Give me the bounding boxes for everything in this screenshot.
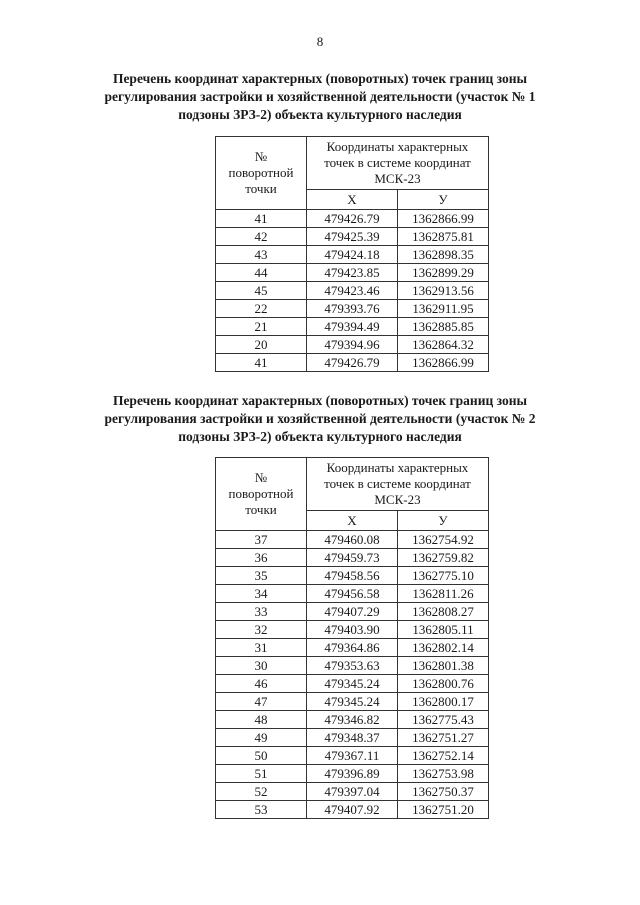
point-number-cell: 53	[216, 801, 307, 819]
header-x: X	[307, 190, 398, 210]
table-row	[216, 711, 489, 729]
point-number-cell: 31	[216, 639, 307, 657]
header-text: точек в системе координат	[324, 155, 471, 171]
page-number: 8	[316, 34, 324, 49]
x-coordinate-cell: 479394.96	[307, 336, 398, 354]
table-row	[216, 729, 489, 747]
point-number-cell: 41	[216, 354, 307, 372]
point-number-cell: 41	[216, 210, 307, 228]
y-coordinate-cell: 1362911.95	[398, 300, 489, 318]
header-text: №	[254, 149, 268, 164]
y-coordinate-cell: 1362805.11	[398, 621, 489, 639]
title-line: регулирования застройки и хозяйственной деятельности (участок № 2	[104, 411, 536, 426]
x-coordinate-cell: 479345.24	[307, 675, 398, 693]
y-coordinate-cell: 1362864.32	[398, 336, 489, 354]
x-coordinate-cell: 479407.29	[307, 603, 398, 621]
table-row	[216, 300, 489, 318]
point-number-cell: 35	[216, 567, 307, 585]
y-coordinate-cell: 1362875.81	[398, 228, 489, 246]
point-number-cell: 21	[216, 318, 307, 336]
x-coordinate-cell: 479424.18	[307, 246, 398, 264]
point-number-cell: 32	[216, 621, 307, 639]
header-text: точки	[245, 181, 277, 196]
x-coordinate-cell: 479425.39	[307, 228, 398, 246]
header-text: точек в системе координат	[324, 476, 471, 492]
x-coordinate-cell: 479393.76	[307, 300, 398, 318]
table-row	[216, 783, 489, 801]
x-coordinate-cell: 479458.56	[307, 567, 398, 585]
header-text: поворотной	[228, 486, 294, 501]
table-row	[216, 318, 489, 336]
y-coordinate-cell: 1362759.82	[398, 549, 489, 567]
table-row	[216, 801, 489, 819]
x-coordinate-cell: 479426.79	[307, 354, 398, 372]
y-coordinate-cell: 1362775.43	[398, 711, 489, 729]
table-row	[216, 657, 489, 675]
title-line: регулирования застройки и хозяйственной деятельности (участок № 1	[104, 89, 536, 104]
title-line: Перечень координат характерных (поворотных) точек границ зоны	[112, 71, 528, 86]
y-coordinate-cell: 1362754.92	[398, 531, 489, 549]
point-number-cell: 48	[216, 711, 307, 729]
header-text: точки	[245, 502, 277, 517]
title-line: Перечень координат характерных (поворотных) точек границ зоны	[112, 393, 528, 408]
point-number-cell: 51	[216, 765, 307, 783]
table-row	[216, 354, 489, 372]
point-number-cell: 44	[216, 264, 307, 282]
header-y: У	[398, 511, 489, 531]
table-row	[216, 264, 489, 282]
point-number-cell: 30	[216, 657, 307, 675]
x-coordinate-cell: 479403.90	[307, 621, 398, 639]
section-1-title	[80, 70, 560, 124]
header-coordinates	[307, 137, 489, 190]
x-coordinate-cell: 479423.85	[307, 264, 398, 282]
y-coordinate-cell: 1362800.76	[398, 675, 489, 693]
point-number-cell: 50	[216, 747, 307, 765]
x-coordinate-cell: 479346.82	[307, 711, 398, 729]
table-body	[216, 531, 489, 819]
table-row	[216, 693, 489, 711]
x-coordinate-cell: 479345.24	[307, 693, 398, 711]
table-row	[216, 639, 489, 657]
y-coordinate-cell: 1362753.98	[398, 765, 489, 783]
x-coordinate-cell: 479423.46	[307, 282, 398, 300]
header-point-number	[216, 458, 307, 531]
table-row	[216, 246, 489, 264]
section-2-title	[80, 392, 560, 446]
y-coordinate-cell: 1362752.14	[398, 747, 489, 765]
point-number-cell: 36	[216, 549, 307, 567]
y-coordinate-cell: 1362899.29	[398, 264, 489, 282]
table-row	[216, 675, 489, 693]
y-coordinate-cell: 1362898.35	[398, 246, 489, 264]
table-row	[216, 765, 489, 783]
header-y: У	[398, 190, 489, 210]
x-coordinate-cell: 479407.92	[307, 801, 398, 819]
table-row	[216, 747, 489, 765]
coordinates-table-2	[215, 457, 489, 819]
x-coordinate-cell: 479353.63	[307, 657, 398, 675]
table-body	[216, 210, 489, 372]
title-line: подзоны ЗРЗ-2) объекта культурного наследия	[178, 107, 462, 122]
y-coordinate-cell: 1362913.56	[398, 282, 489, 300]
header-x: X	[307, 511, 398, 531]
header-text: поворотной	[228, 165, 294, 180]
y-coordinate-cell: 1362751.27	[398, 729, 489, 747]
point-number-cell: 49	[216, 729, 307, 747]
x-coordinate-cell: 479394.49	[307, 318, 398, 336]
y-coordinate-cell: 1362885.85	[398, 318, 489, 336]
x-coordinate-cell: 479459.73	[307, 549, 398, 567]
y-coordinate-cell: 1362800.17	[398, 693, 489, 711]
point-number-cell: 45	[216, 282, 307, 300]
table-row	[216, 585, 489, 603]
x-coordinate-cell: 479396.89	[307, 765, 398, 783]
table-row	[216, 228, 489, 246]
y-coordinate-cell: 1362751.20	[398, 801, 489, 819]
table-row	[216, 621, 489, 639]
y-coordinate-cell: 1362802.14	[398, 639, 489, 657]
header-text: МСК-23	[374, 171, 421, 187]
x-coordinate-cell: 479460.08	[307, 531, 398, 549]
table-row	[216, 336, 489, 354]
y-coordinate-cell: 1362866.99	[398, 210, 489, 228]
point-number-cell: 20	[216, 336, 307, 354]
point-number-cell: 47	[216, 693, 307, 711]
point-number-cell: 46	[216, 675, 307, 693]
x-coordinate-cell: 479367.11	[307, 747, 398, 765]
title-line: подзоны ЗРЗ-2) объекта культурного наследия	[178, 429, 462, 444]
table-row	[216, 210, 489, 228]
point-number-cell: 42	[216, 228, 307, 246]
table-row	[216, 603, 489, 621]
header-text: Координаты характерных	[326, 139, 469, 155]
y-coordinate-cell: 1362866.99	[398, 354, 489, 372]
point-number-cell: 22	[216, 300, 307, 318]
header-text: №	[254, 470, 268, 485]
header-text: Координаты характерных	[326, 460, 469, 476]
point-number-cell: 34	[216, 585, 307, 603]
table-row	[216, 549, 489, 567]
y-coordinate-cell: 1362801.38	[398, 657, 489, 675]
x-coordinate-cell: 479456.58	[307, 585, 398, 603]
x-coordinate-cell: 479348.37	[307, 729, 398, 747]
point-number-cell: 37	[216, 531, 307, 549]
table-row	[216, 531, 489, 549]
table-row	[216, 282, 489, 300]
coordinates-table-1	[215, 136, 489, 372]
header-text: МСК-23	[374, 492, 421, 508]
table-row	[216, 567, 489, 585]
y-coordinate-cell: 1362775.10	[398, 567, 489, 585]
x-coordinate-cell: 479364.86	[307, 639, 398, 657]
x-coordinate-cell: 479397.04	[307, 783, 398, 801]
y-coordinate-cell: 1362808.27	[398, 603, 489, 621]
point-number-cell: 43	[216, 246, 307, 264]
header-point-number	[216, 137, 307, 210]
y-coordinate-cell: 1362750.37	[398, 783, 489, 801]
y-coordinate-cell: 1362811.26	[398, 585, 489, 603]
x-coordinate-cell: 479426.79	[307, 210, 398, 228]
point-number-cell: 33	[216, 603, 307, 621]
header-coordinates	[307, 458, 489, 511]
point-number-cell: 52	[216, 783, 307, 801]
